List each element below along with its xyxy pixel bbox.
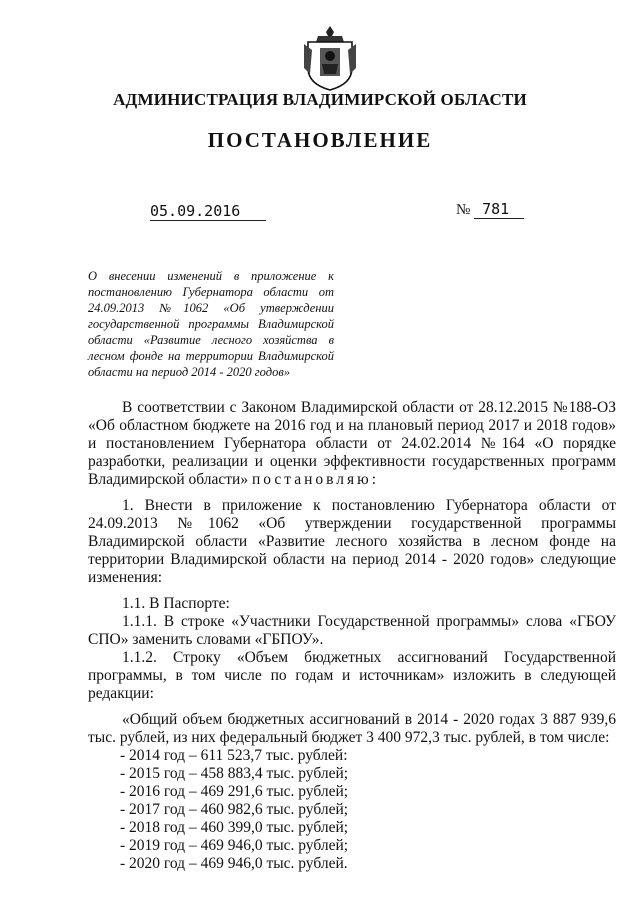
document-body bbox=[88, 399, 616, 873]
number-value: 781 bbox=[474, 200, 524, 219]
list-item: - 2019 год – 469 946,0 тыс. рублей; bbox=[120, 837, 349, 854]
document-type: ПОСТАНОВЛЕНИЕ bbox=[207, 128, 433, 152]
list-item: - 2020 год – 469 946,0 тыс. рублей. bbox=[120, 855, 348, 872]
item-1-1-1-paragraph: 1.1.1. В строке «Участники Государственной программы» слова «ГБОУ СПО» заменить словами «ГБПОУ». bbox=[88, 613, 616, 648]
list-item: - 2015 год – 458 883,4 тыс. рублей; bbox=[120, 765, 349, 782]
item-1-1-heading: 1.1. В Паспорте: bbox=[122, 595, 230, 612]
budget-total-paragraph: «Общий объем бюджетных ассигнований в 2014 - 2020 годах 3 887 939,6 тыс. рублей, из них федеральный бюджет 3 400 972,3 тыс. рублей, в том числе: bbox=[88, 711, 616, 746]
budget-year-list bbox=[88, 747, 616, 873]
preamble-text: В соответствии с Законом Владимирской области от 28.12.2015 №188-ОЗ «Об областном бюджете на 2016 год и на плановый период 2017 и 2018 годов» и постановлением Губернатора области от 24.02.2014 №164 «О порядке разработки, реализации и оценки эффективности государственных программ Владимирской области» bbox=[88, 399, 616, 488]
item-1-1-2-paragraph: 1.1.2. Строку «Объем бюджетных ассигнований Государственной программы, в том числе по годам и источникам» изложить в следующей редакции: bbox=[88, 649, 616, 702]
list-item: - 2017 год – 460 982,6 тыс. рублей; bbox=[120, 801, 349, 818]
document-date: 05.09.2016 bbox=[150, 202, 266, 221]
document-subject: О внесении изменений в приложение к постановлению Губернатора области от 24.09.2013 №1062 «Об утверждении государственной программы Владимирской области «Развитие лесного хозяйства в лесном фонде на территории Владимирской области на период 2014 - 2020 годов» bbox=[88, 269, 334, 379]
preamble-paragraph bbox=[88, 399, 616, 489]
decree-word: постановляю: bbox=[251, 471, 380, 488]
document-number bbox=[456, 200, 524, 219]
item-1-paragraph: 1. Внести в приложение к постановлению Губернатора области от 24.09.2013 №1062 «Об утверждении государственной программы Владимирской области «Развитие лесного хозяйства в лесном фонде на территории Владимирской области на период 2014 - 2020 годов» следующие изменения: bbox=[88, 497, 616, 586]
list-item: - 2016 год – 469 291,6 тыс. рублей; bbox=[120, 783, 349, 800]
list-item: - 2018 год – 460 399,0 тыс. рублей; bbox=[120, 819, 349, 836]
vladimir-coat-of-arms-icon bbox=[298, 24, 362, 92]
organization-name: АДМИНИСТРАЦИЯ ВЛАДИМИРСКОЙ ОБЛАСТИ bbox=[113, 90, 527, 109]
list-item: - 2014 год – 611 523,7 тыс. рублей: bbox=[120, 747, 348, 764]
number-sign: № bbox=[456, 202, 471, 218]
